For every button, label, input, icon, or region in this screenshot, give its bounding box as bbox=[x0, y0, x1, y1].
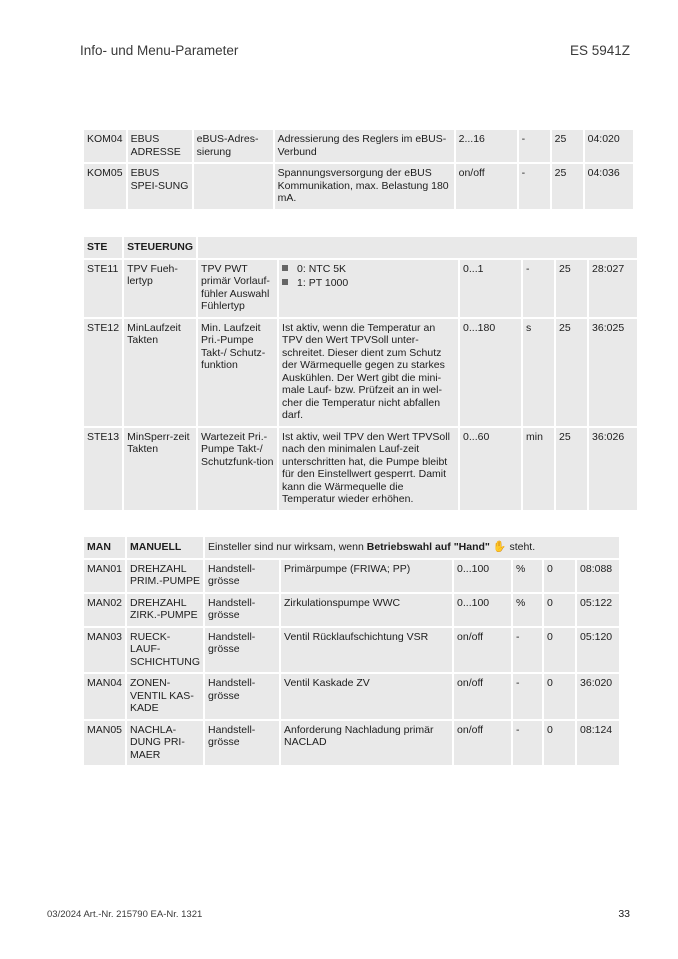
table-row bbox=[84, 260, 637, 317]
hand-icon: ✋ bbox=[492, 541, 507, 553]
param-code: KOM04 bbox=[84, 130, 126, 162]
param-name: NACHLA-DUNG PRI-MAER bbox=[127, 721, 203, 766]
param-unit: - bbox=[513, 674, 542, 719]
param-description: Anforderung Nachladung primär NACLAD bbox=[281, 721, 452, 766]
param-default: 0 bbox=[544, 560, 575, 592]
param-default: 25 bbox=[552, 164, 583, 209]
param-address: 04:036 bbox=[585, 164, 633, 209]
table-row bbox=[84, 130, 633, 162]
param-label: Handstell-grösse bbox=[205, 721, 279, 766]
param-description: Ventil Rücklaufschichtung VSR bbox=[281, 628, 452, 673]
option-item: 1: PT 1000 bbox=[282, 277, 455, 290]
param-unit: % bbox=[513, 560, 542, 592]
param-description: Ventil Kaskade ZV bbox=[281, 674, 452, 719]
param-default: 0 bbox=[544, 721, 575, 766]
param-address: 04:020 bbox=[585, 130, 633, 162]
param-address: 36:020 bbox=[577, 674, 619, 719]
param-label: Handstell-grösse bbox=[205, 674, 279, 719]
param-label: Handstell-grösse bbox=[205, 560, 279, 592]
param-label: Wartezeit Pri.-Pumpe Takt-/ Schutzfunk-tion bbox=[198, 428, 277, 510]
param-range: 0...100 bbox=[454, 560, 511, 592]
option-item: 0: NTC 5K bbox=[282, 263, 455, 276]
param-default: 0 bbox=[544, 628, 575, 673]
param-address: 08:088 bbox=[577, 560, 619, 592]
page-header-title: Info- und Menu-Parameter bbox=[80, 43, 239, 58]
param-default: 0 bbox=[544, 674, 575, 719]
param-description: Primärpumpe (FRIWA; PP) bbox=[281, 560, 452, 592]
param-range: 2...16 bbox=[456, 130, 517, 162]
param-options bbox=[279, 260, 458, 317]
param-label: Min. Laufzeit Pri.-Pumpe Takt-/ Schutz-funktion bbox=[198, 319, 277, 426]
param-label: Handstell-grösse bbox=[205, 628, 279, 673]
param-address: 36:025 bbox=[589, 319, 637, 426]
param-range: 0...1 bbox=[460, 260, 521, 317]
param-address: 05:120 bbox=[577, 628, 619, 673]
param-unit: min bbox=[523, 428, 554, 510]
param-description: Zirkulationspumpe WWC bbox=[281, 594, 452, 626]
param-range: on/off bbox=[454, 628, 511, 673]
param-unit: - bbox=[519, 164, 550, 209]
param-description: Adressierung des Reglers im eBUS-Verbund bbox=[275, 130, 454, 162]
param-default: 0 bbox=[544, 594, 575, 626]
square-bullet-icon bbox=[282, 265, 288, 271]
param-code: MAN04 bbox=[84, 674, 125, 719]
param-range: 0...60 bbox=[460, 428, 521, 510]
param-unit: - bbox=[513, 721, 542, 766]
param-address: 05:122 bbox=[577, 594, 619, 626]
footer-article-info: 03/2024 Art.-Nr. 215790 EA-Nr. 1321 bbox=[47, 909, 203, 920]
param-unit: - bbox=[523, 260, 554, 317]
param-unit: % bbox=[513, 594, 542, 626]
square-bullet-icon bbox=[282, 279, 288, 285]
param-name: EBUS ADRESSE bbox=[128, 130, 192, 162]
param-default: 25 bbox=[552, 130, 583, 162]
param-code: MAN03 bbox=[84, 628, 125, 673]
param-code: MAN01 bbox=[84, 560, 125, 592]
kom-parameter-table bbox=[82, 128, 635, 211]
param-default: 25 bbox=[556, 260, 587, 317]
param-description: Ist aktiv, weil TPV den Wert TPVSoll nach den minimalen Lauf-zeit unterschritten hat, die Pumpe bleibt für den Einstellwert gesperrt. Damit kann die Wärmequelle die Temperatur wieder erhöhen. bbox=[279, 428, 458, 510]
param-label bbox=[194, 164, 273, 209]
table-row bbox=[84, 319, 637, 426]
table-row bbox=[84, 428, 637, 510]
param-name: ZONEN-VENTIL KAS-KADE bbox=[127, 674, 203, 719]
man-parameter-table bbox=[82, 535, 621, 767]
param-range: 0...100 bbox=[454, 594, 511, 626]
section-header bbox=[84, 237, 637, 258]
param-name: DREHZAHL ZIRK.-PUMPE bbox=[127, 594, 203, 626]
page-header-model: ES 5941Z bbox=[569, 43, 630, 58]
param-code: STE12 bbox=[84, 319, 122, 426]
param-label: eBUS-Adres-sierung bbox=[194, 130, 273, 162]
param-code: KOM05 bbox=[84, 164, 126, 209]
param-unit: - bbox=[519, 130, 550, 162]
param-range: on/off bbox=[456, 164, 517, 209]
section-code: MAN bbox=[84, 537, 125, 558]
table-row bbox=[84, 628, 619, 673]
table-row bbox=[84, 594, 619, 626]
table-row bbox=[84, 164, 633, 209]
param-name: TPV Fueh-lertyp bbox=[124, 260, 196, 317]
param-address: 28:027 bbox=[589, 260, 637, 317]
param-default: 25 bbox=[556, 319, 587, 426]
param-label: TPV PWT primär Vorlauf-fühler Auswahl Fühlertyp bbox=[198, 260, 277, 317]
ste-parameter-table bbox=[82, 235, 639, 512]
param-name: RUECK-LAUF-SCHICHTUNG bbox=[127, 628, 203, 673]
param-range: on/off bbox=[454, 674, 511, 719]
param-name: MinLaufzeit Takten bbox=[124, 319, 196, 426]
param-range: on/off bbox=[454, 721, 511, 766]
section-code: STE bbox=[84, 237, 122, 258]
param-name: MinSperr-zeit Takten bbox=[124, 428, 196, 510]
param-unit: - bbox=[513, 628, 542, 673]
table-row bbox=[84, 721, 619, 766]
page-number: 33 bbox=[618, 908, 630, 920]
section-title: STEUERUNG bbox=[124, 237, 196, 258]
param-unit: s bbox=[523, 319, 554, 426]
param-label: Handstell-grösse bbox=[205, 594, 279, 626]
section-note: Einsteller sind nur wirksam, wenn Betriebswahl auf "Hand" ✋ steht. bbox=[205, 537, 619, 558]
section-header bbox=[84, 537, 619, 558]
param-code: MAN02 bbox=[84, 594, 125, 626]
table-row bbox=[84, 674, 619, 719]
section-title: MANUELL bbox=[127, 537, 203, 558]
param-name: DREHZAHL PRIM.-PUMPE bbox=[127, 560, 203, 592]
param-code: MAN05 bbox=[84, 721, 125, 766]
param-address: 08:124 bbox=[577, 721, 619, 766]
param-address: 36:026 bbox=[589, 428, 637, 510]
param-description: Ist aktiv, wenn die Temperatur an TPV den Wert TPVSoll unter-schreitet. Dieser dient zum Schutz der Wärmequelle gegen zu starkes Auskühlen. Der Wert gibt die mini-male Lauf- bzw. Prüfzeit an in wel-cher die Temperatur nicht abfallen darf. bbox=[279, 319, 458, 426]
param-default: 25 bbox=[556, 428, 587, 510]
param-code: STE11 bbox=[84, 260, 122, 317]
param-code: STE13 bbox=[84, 428, 122, 510]
param-description: Spannungsversorgung der eBUS Kommunikation, max. Belastung 180 mA. bbox=[275, 164, 454, 209]
param-range: 0...180 bbox=[460, 319, 521, 426]
table-row bbox=[84, 560, 619, 592]
param-name: EBUS SPEI-SUNG bbox=[128, 164, 192, 209]
